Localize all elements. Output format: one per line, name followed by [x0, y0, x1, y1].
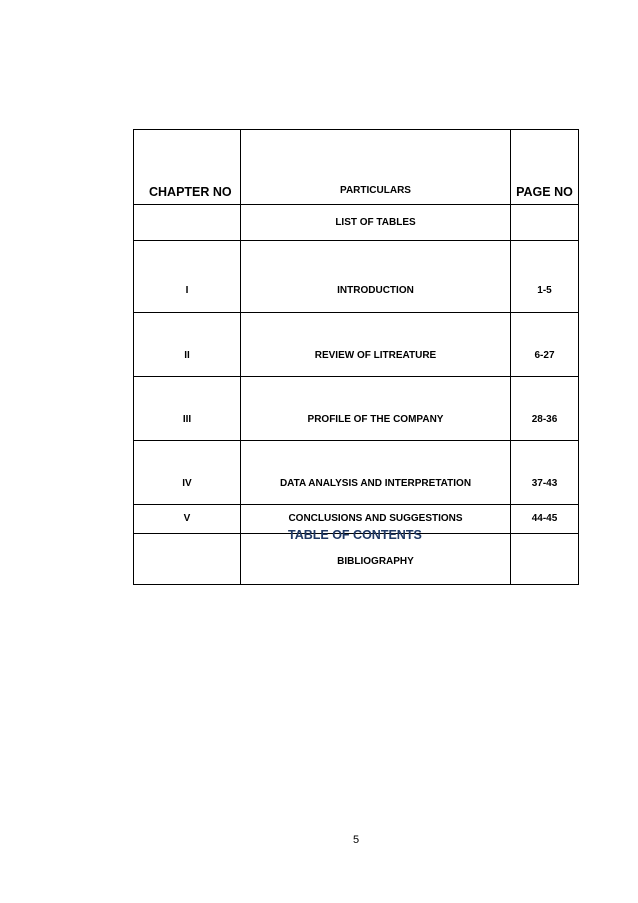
table-caption: TABLE OF CONTENTS	[288, 528, 422, 542]
page-number: 5	[352, 834, 360, 846]
row-particulars: CONCLUSIONS AND SUGGESTIONS	[241, 505, 511, 534]
table-row	[134, 441, 579, 505]
header-page-no: PAGE NO	[511, 130, 579, 205]
row-page	[511, 205, 579, 241]
table-header-row	[134, 130, 579, 205]
table-row	[134, 313, 579, 377]
row-particulars: DATA ANALYSIS AND INTERPRETATION	[241, 441, 511, 505]
row-chapter: I	[134, 241, 241, 313]
row-chapter	[134, 205, 241, 241]
row-page: 1-5	[511, 241, 579, 313]
row-chapter: III	[134, 377, 241, 441]
row-page	[511, 534, 579, 585]
row-chapter: IV	[134, 441, 241, 505]
row-page: 28-36	[511, 377, 579, 441]
row-page: 44-45	[511, 505, 579, 534]
row-particulars: INTRODUCTION	[241, 241, 511, 313]
row-particulars: LIST OF TABLES	[241, 205, 511, 241]
header-chapter-no: CHAPTER NO	[134, 130, 241, 205]
row-chapter	[134, 534, 241, 585]
row-chapter: II	[134, 313, 241, 377]
row-chapter: V	[134, 505, 241, 534]
row-particulars: BIBLIOGRAPHY	[241, 534, 511, 585]
table-row	[134, 377, 579, 441]
contents-table	[133, 129, 579, 585]
row-particulars: PROFILE OF THE COMPANY	[241, 377, 511, 441]
row-particulars: REVIEW OF LITREATURE	[241, 313, 511, 377]
row-page: 6-27	[511, 313, 579, 377]
row-page: 37-43	[511, 441, 579, 505]
header-particulars: PARTICULARS	[241, 130, 511, 205]
table-row	[134, 205, 579, 241]
table-row	[134, 241, 579, 313]
